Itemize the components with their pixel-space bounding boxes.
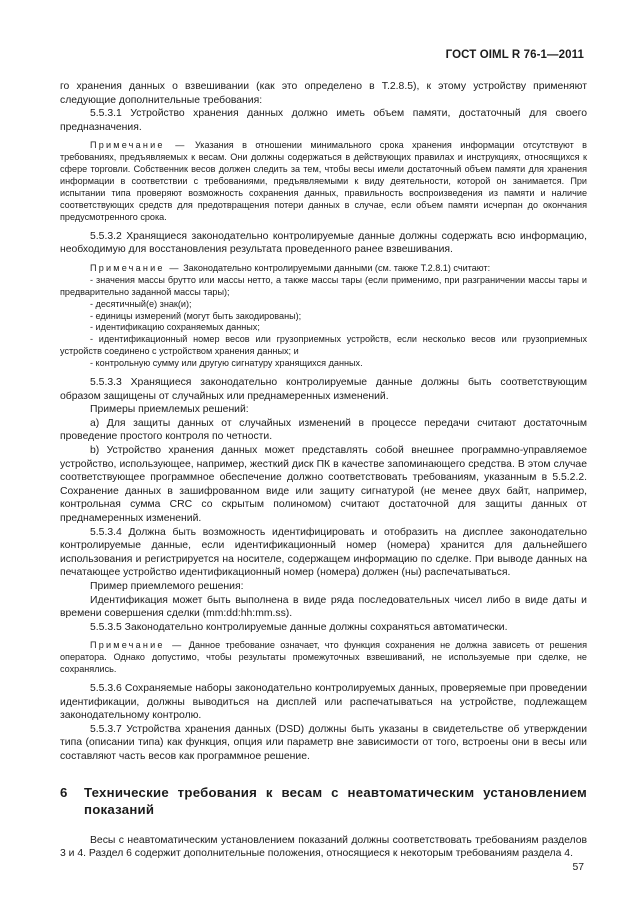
note-3-text: Данное требование означает, что функция сохранения не должна зависеть от решения оператора. Однако допустимо, чтобы результаты промежуточных взвешиваний, не используемые при сделке, не сохранялись. [60,640,588,675]
note-2-item-decimal: - десятичный(е) знак(и); [90,298,192,309]
note-2-item-checksum: - контрольную сумму или другую сигнатуру хранящихся данных. [90,358,363,369]
example-b: b) Устройство хранения данных может представлять собой внешнее программно-управляемое устройство, использующее, например, жесткий диск ПК в качестве запоминающего средства. В этом случае соответствующее программное обеспечение должно соответствовать требованиям, указанным в 5.5.2.2. Сохранение данных в зашифрованном виде или защиту сигнатурой (не менее двух байт, например, контрольная сумма CRC со скрытым полиномом) считают достаточной для защиты данных от преднамеренных изменений. [60,445,587,524]
section-number: 6 [60,784,68,800]
example-a: a) Для защиты данных от случайных изменений в процессе передачи считают достаточным проведение простого контроля по четности. [60,417,587,443]
note-2-item-id-number: - идентификационный номер весов или грузоприемных устройств, если несколько весов или грузоприемных устройств соединено с устройством хранения данных; и [60,334,587,357]
example-identification: Идентификация может быть выполнена в виде ряда последовательных чисел либо в виде даты и времени совершения сделки (mm:dd:hh:mm.ss). [60,594,587,620]
page-number: 57 [572,862,584,873]
note-1-text: Указания в отношении минимального срока хранения информации отсутствуют в требованиях, предъявляемых к весам. Они должны содержаться в действующих правилах и инструкциях, относящихся к сфере торговли. Собственник весов должен следить за тем, чтобы весы имели достаточный объем памяти для хранения информации в соответствии с требованиями, предъявляемыми к виду деятельности, которой он занимается. При испытании типа проверяют возможность сохранения данных, правильность воспроизведения из памяти и наличие соответствующих средств для предотвращения потери данных в случае, если объем памяти исчерпан до окончания предусмотренного срока. [60,140,587,222]
clause-5-5-3-4: 5.5.3.4 Должна быть возможность идентифицировать и отобразить на дисплее законодательно контролируемые данные, если идентификационный номер (номера) хранится для дальнейшего использования и регистрируется на носителе, содержащем информацию по сделке. При выводе данных на печатающее устройство идентификационный номер (номера) должен (ны) распечатываться. [60,526,587,579]
note-2-text: Законодательно контролируемыми данными (см. также Т.2.8.1) считают: [183,262,491,273]
section-6-paragraph: Весы с неавтоматическим установлением показаний должны соответствовать требованиям разделов 3 и 4. Раздел 6 содержит дополнительные положения, относящиеся к некоторым требованиям раздела 4. [60,834,587,860]
note-label: Примечание — [90,640,184,651]
note-3 [60,640,587,676]
clause-5-5-3-7: 5.5.3.7 Устройства хранения данных (DSD) должны быть указаны в свидетельстве об утверждении типа (описании типа) как функция, опция или параметр вне зависимости от того, встроены они в весы или составляют часть весов как программное решение. [60,723,587,763]
page-body [60,80,587,861]
clause-5-5-3-3: 5.5.3.3 Хранящиеся законодательно контролируемые данные должны быть соответствующим образом защищены от случайных или преднамеренных изменений. [60,377,587,402]
note-2-item-mass: - значения массы брутто или массы нетто, а также массы тары (если применимо, при разграничении массы тары и предварительно заданной массы тары); [60,274,587,297]
examples-heading: Примеры приемлемых решений: [90,404,249,416]
note-2-item-units: - единицы измерений (могут быть закодированы); [90,310,302,321]
document-id-header: ГОСТ OIML R 76-1—2011 [445,49,584,61]
note-2 [60,263,587,275]
note-2-item-identification: - идентификацию сохраняемых данных; [90,322,260,333]
paragraph-intro: го хранения данных о взвешивании (как это определено в Т.2.8.5), к этому устройству применяют следующие дополнительные требования: [60,81,587,106]
clause-5-5-3-5: 5.5.3.5 Законодательно контролируемые данные должны сохраняться автоматически. [90,621,508,633]
clause-5-5-3-1: 5.5.3.1 Устройство хранения данных должно иметь объем памяти, достаточный для своего предназначения. [60,108,587,133]
note-1 [60,140,587,223]
note-label: Примечание — [90,262,181,273]
section-title: Технические требования к весам с неавтоматическим установлением показаний [84,784,587,817]
example-heading: Пример приемлемого решения: [90,580,244,592]
clause-5-5-3-2: 5.5.3.2 Хранящиеся законодательно контролируемые данные должны содержать всю информацию, необходимую для восстановления результата проведенного ранее взвешивания. [60,230,587,256]
section-6-heading [60,784,587,818]
clause-5-5-3-6: 5.5.3.6 Сохраняемые наборы законодательно контролируемых данных, проверяемые при проведении идентификации, должны выводиться на дисплей или распечатываться на устройстве, подлежащем законодательному контролю. [60,683,587,722]
note-label: Примечание — [90,140,187,151]
